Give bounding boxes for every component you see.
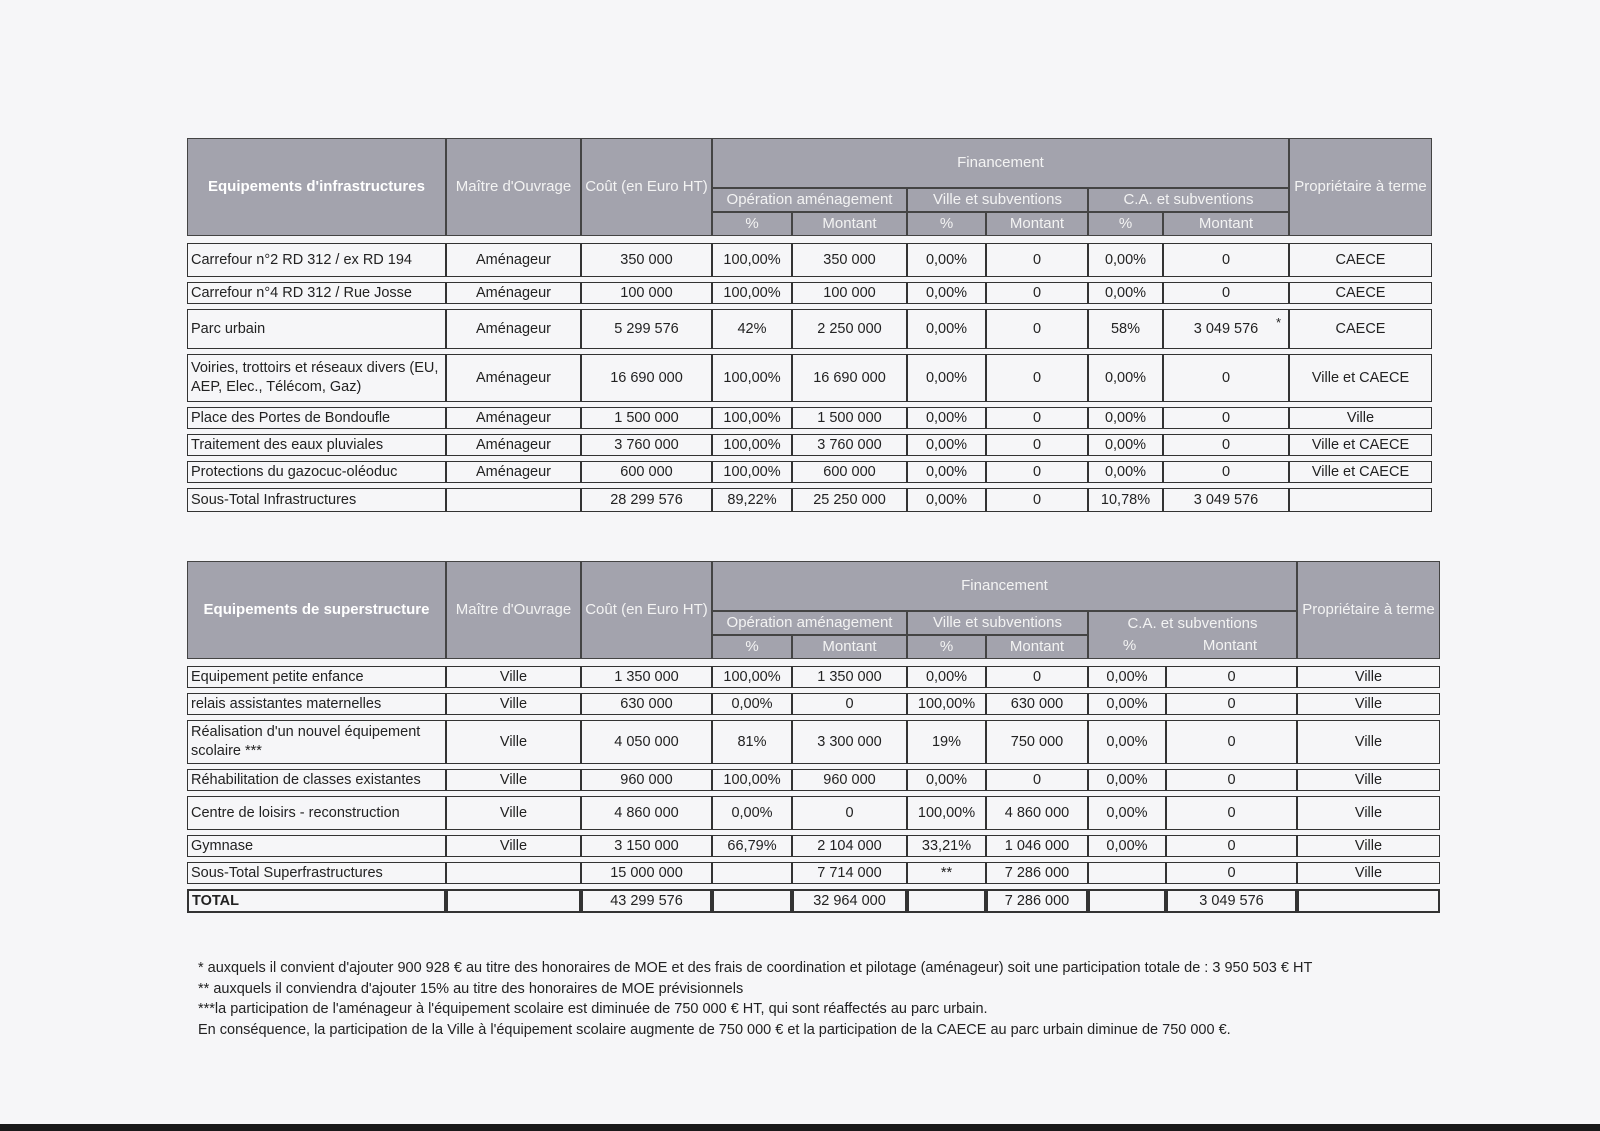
cell-op-m: 0 — [792, 693, 907, 715]
cell-cout: 15 000 000 — [581, 862, 712, 884]
cell-v-m: 0 — [986, 769, 1088, 791]
cell-v-m: 0 — [986, 407, 1088, 429]
cell-cout: 100 000 — [581, 282, 712, 304]
infra-ca-header: C.A. et subventions — [1088, 188, 1289, 212]
cell-label: Parc urbain — [187, 309, 446, 349]
cell-v-pct: 0,00% — [907, 488, 986, 512]
cell-ca-pct: 0,00% — [1088, 693, 1166, 715]
total-ca-m: 3 049 576 — [1166, 889, 1297, 913]
cell-ca-m: 0 — [1163, 407, 1289, 429]
cell-op-m: 1 500 000 — [792, 407, 907, 429]
cell-ca-pct: 0,00% — [1088, 666, 1166, 688]
cell-ca-pct: 0,00% — [1088, 354, 1163, 402]
super-pct-header: % — [907, 635, 986, 659]
cell-label: Gymnase — [187, 835, 446, 857]
cell-label: Equipement petite enfance — [187, 666, 446, 688]
cell-ca-m: 0 — [1166, 693, 1297, 715]
infra-financement-header: Financement — [712, 138, 1289, 188]
cell-v-m: 7 286 000 — [986, 862, 1088, 884]
cell-ca-m: 0 — [1163, 282, 1289, 304]
cell-op-pct: 100,00% — [712, 666, 792, 688]
cell-ca-pct: 0,00% — [1088, 720, 1166, 764]
cell-ca-m: 3 049 576 — [1163, 488, 1289, 512]
cell-maitre: Aménageur — [446, 407, 581, 429]
cell-label: Carrefour n°4 RD 312 / Rue Josse — [187, 282, 446, 304]
cell-op-m: 1 350 000 — [792, 666, 907, 688]
cell-op-pct: 100,00% — [712, 282, 792, 304]
cell-prop: Ville — [1297, 666, 1440, 688]
infra-operation-header: Opération aménagement — [712, 188, 907, 212]
cell-cout: 5 299 576 — [581, 309, 712, 349]
total-label: TOTAL — [187, 889, 446, 913]
cell-op-pct: 100,00% — [712, 434, 792, 456]
footnotes — [198, 958, 1312, 1040]
cell-label: Carrefour n°2 RD 312 / ex RD 194 — [187, 243, 446, 277]
cell-ca-m: 0 — [1166, 666, 1297, 688]
cell-v-pct: 0,00% — [907, 769, 986, 791]
total-v-pct — [907, 889, 986, 913]
infra-montant-header: Montant — [792, 212, 907, 236]
footnote-3: ***la participation de l'aménageur à l'équipement scolaire est diminuée de 750 000 € HT, qui sont réaffectés au parc urbain. — [198, 1001, 988, 1017]
cell-op-m: 25 250 000 — [792, 488, 907, 512]
cell-op-m: 100 000 — [792, 282, 907, 304]
table-row — [187, 488, 1432, 512]
cell-op-m: 7 714 000 — [792, 862, 907, 884]
cell-v-m: 0 — [986, 282, 1088, 304]
cell-v-m: 630 000 — [986, 693, 1088, 715]
cell-v-pct: 0,00% — [907, 434, 986, 456]
table-row — [187, 434, 1432, 456]
cell-ca-pct: 0,00% — [1088, 282, 1163, 304]
cell-maitre: Aménageur — [446, 243, 581, 277]
infra-title: Equipements d'infrastructures — [187, 138, 446, 236]
table-row — [187, 282, 1432, 304]
cell-v-m: 0 — [986, 461, 1088, 483]
cell-v-pct: ** — [907, 862, 986, 884]
table-row — [187, 354, 1432, 402]
cell-ca-m: 0 — [1163, 434, 1289, 456]
table-row — [187, 835, 1440, 857]
cell-v-pct: 0,00% — [907, 354, 986, 402]
cell-v-m: 750 000 — [986, 720, 1088, 764]
cell-maitre: Aménageur — [446, 461, 581, 483]
super-operation-header: Opération aménagement — [712, 611, 907, 635]
cell-v-pct: 0,00% — [907, 243, 986, 277]
table-row — [187, 769, 1440, 791]
cell-ca-pct: 0,00% — [1088, 796, 1166, 830]
cell-v-pct: 33,21% — [907, 835, 986, 857]
cell-cout: 3 150 000 — [581, 835, 712, 857]
cell-op-pct: 89,22% — [712, 488, 792, 512]
cell-op-pct: 66,79% — [712, 835, 792, 857]
cell-prop: Ville — [1297, 769, 1440, 791]
cell-label: Protections du gazocuc-oléoduc — [187, 461, 446, 483]
cell-ca-m: 0 — [1163, 243, 1289, 277]
cell-ca-pct: 0,00% — [1088, 407, 1163, 429]
footnote-4: En conséquence, la participation de la Ville à l'équipement scolaire augmente de 750 000 € et la participation de la CAECE au parc urbain diminue de 750 000 €. — [198, 1021, 1231, 1038]
cell-ca-pct: 0,00% — [1088, 835, 1166, 857]
cell-op-m: 3 760 000 — [792, 434, 907, 456]
infra-pct-header: % — [907, 212, 986, 236]
cell-label: relais assistantes maternelles — [187, 693, 446, 715]
super-montant-header: Montant — [986, 635, 1088, 659]
super-montant-header: Montant — [1202, 637, 1258, 654]
total-cout: 43 299 576 — [581, 889, 712, 913]
cell-op-pct: 100,00% — [712, 407, 792, 429]
cell-cout: 4 050 000 — [581, 720, 712, 764]
total-op-m: 32 964 000 — [792, 889, 907, 913]
cell-ca-pct: 0,00% — [1088, 434, 1163, 456]
cell-ca-m: 0 — [1163, 461, 1289, 483]
cell-value: 3 049 576 — [1193, 321, 1259, 337]
cell-cout: 600 000 — [581, 461, 712, 483]
scan-bottom-edge — [0, 1124, 1600, 1131]
cell-v-pct: 0,00% — [907, 282, 986, 304]
cell-v-m: 1 046 000 — [986, 835, 1088, 857]
super-cout-header: Coût (en Euro HT) — [581, 561, 712, 659]
total-prop — [1297, 889, 1440, 913]
table-row — [187, 693, 1440, 715]
super-financement-header: Financement — [712, 561, 1297, 611]
cell-v-pct: 0,00% — [907, 666, 986, 688]
cell-prop: CAECE — [1289, 282, 1432, 304]
cell-v-m: 0 — [986, 243, 1088, 277]
total-op-pct — [712, 889, 792, 913]
table-row — [187, 720, 1440, 764]
cell-op-pct — [712, 862, 792, 884]
table-row — [187, 796, 1440, 830]
cell-prop: CAECE — [1289, 309, 1432, 349]
table-row — [187, 862, 1440, 884]
cell-prop — [1289, 488, 1432, 512]
cell-ca-m: 0 — [1166, 796, 1297, 830]
total-maitre — [446, 889, 581, 913]
cell-ca-m: 0 — [1166, 835, 1297, 857]
superstructure-table — [187, 561, 1440, 913]
infra-pct-header: % — [1088, 212, 1163, 236]
cell-op-pct: 100,00% — [712, 243, 792, 277]
cell-op-m: 600 000 — [792, 461, 907, 483]
cell-v-m: 0 — [986, 309, 1088, 349]
cell-maitre: Ville — [446, 796, 581, 830]
cell-prop: Ville — [1297, 796, 1440, 830]
footnote-marker: * — [1275, 315, 1281, 330]
cell-op-pct: 0,00% — [712, 693, 792, 715]
cell-cout: 630 000 — [581, 693, 712, 715]
cell-op-pct: 100,00% — [712, 461, 792, 483]
cell-label: Traitement des eaux pluviales — [187, 434, 446, 456]
cell-op-m: 2 250 000 — [792, 309, 907, 349]
table-row — [187, 407, 1432, 429]
cell-maitre — [446, 862, 581, 884]
infra-maitre-header: Maître d'Ouvrage — [446, 138, 581, 236]
cell-maitre: Ville — [446, 666, 581, 688]
super-ville-header: Ville et subventions — [907, 611, 1088, 635]
cell-v-m: 0 — [986, 488, 1088, 512]
cell-maitre: Aménageur — [446, 282, 581, 304]
total-v-m: 7 286 000 — [986, 889, 1088, 913]
cell-ca-pct: 0,00% — [1088, 461, 1163, 483]
cell-v-pct: 0,00% — [907, 407, 986, 429]
cell-cout: 1 350 000 — [581, 666, 712, 688]
infra-montant-header: Montant — [986, 212, 1088, 236]
cell-prop: Ville — [1297, 693, 1440, 715]
cell-label: Centre de loisirs - reconstruction — [187, 796, 446, 830]
super-ca-subheaders — [1092, 635, 1293, 657]
cell-maitre: Ville — [446, 835, 581, 857]
infra-montant-header: Montant — [1163, 212, 1289, 236]
footnote-1: * auxquels il convient d'ajouter 900 928 € au titre des honoraires de MOE et des frais de coordination et pilotage (aménageur) soit une participation totale de : 3 950 503 € HT — [198, 960, 1313, 976]
cell-ca-pct: 0,00% — [1088, 769, 1166, 791]
cell-cout: 960 000 — [581, 769, 712, 791]
infra-pct-header: % — [712, 212, 792, 236]
cell-op-pct: 0,00% — [712, 796, 792, 830]
cell-maitre: Ville — [446, 769, 581, 791]
cell-ca-pct — [1088, 862, 1166, 884]
cell-maitre: Ville — [446, 693, 581, 715]
cell-label: Réhabilitation de classes existantes — [187, 769, 446, 791]
footnote-2: ** auxquels il conviendra d'ajouter 15% au titre des honoraires de MOE prévisionnels — [198, 980, 744, 997]
cell-v-pct: 19% — [907, 720, 986, 764]
cell-prop: Ville et CAECE — [1289, 461, 1432, 483]
cell-v-m: 4 860 000 — [986, 796, 1088, 830]
super-proprietaire-header: Propriétaire à terme — [1297, 561, 1440, 659]
cell-prop: Ville — [1297, 862, 1440, 884]
cell-ca-m: 0 — [1166, 862, 1297, 884]
cell-op-m: 0 — [792, 796, 907, 830]
cell-cout: 1 500 000 — [581, 407, 712, 429]
table-row — [187, 243, 1432, 277]
super-ca-header-label: C.A. et subventions — [1127, 615, 1258, 632]
super-maitre-header: Maître d'Ouvrage — [446, 561, 581, 659]
table-row — [187, 309, 1432, 349]
cell-prop: CAECE — [1289, 243, 1432, 277]
cell-label: Sous-Total Superfrastructures — [187, 862, 446, 884]
cell-cout: 28 299 576 — [581, 488, 712, 512]
super-title: Equipements de superstructure — [187, 561, 446, 659]
cell-cout: 16 690 000 — [581, 354, 712, 402]
cell-v-pct: 0,00% — [907, 461, 986, 483]
cell-maitre: Aménageur — [446, 309, 581, 349]
table-row — [187, 461, 1432, 483]
cell-prop: Ville et CAECE — [1289, 434, 1432, 456]
cell-ca-pct: 10,78% — [1088, 488, 1163, 512]
cell-op-m: 960 000 — [792, 769, 907, 791]
super-pct-header: % — [712, 635, 792, 659]
infra-proprietaire-header: Propriétaire à terme — [1289, 138, 1432, 236]
cell-v-m: 0 — [986, 666, 1088, 688]
cell-prop: Ville — [1289, 407, 1432, 429]
cell-op-pct: 81% — [712, 720, 792, 764]
infrastructure-table — [187, 138, 1432, 517]
cell-prop: Ville et CAECE — [1289, 354, 1432, 402]
cell-prop: Ville — [1297, 835, 1440, 857]
cell-label: Place des Portes de Bondoufle — [187, 407, 446, 429]
super-pct-header: % — [1122, 637, 1137, 654]
cell-op-m: 3 300 000 — [792, 720, 907, 764]
table-row — [187, 666, 1440, 688]
cell-label: Sous-Total Infrastructures — [187, 488, 446, 512]
cell-ca-m: 0 — [1166, 769, 1297, 791]
cell-ca-m — [1163, 309, 1289, 349]
total-row — [187, 889, 1440, 913]
cell-maitre: Aménageur — [446, 354, 581, 402]
cell-v-m: 0 — [986, 354, 1088, 402]
cell-ca-pct: 0,00% — [1088, 243, 1163, 277]
infra-cout-header: Coût (en Euro HT) — [581, 138, 712, 236]
cell-op-pct: 42% — [712, 309, 792, 349]
cell-maitre — [446, 488, 581, 512]
infra-ville-header: Ville et subventions — [907, 188, 1088, 212]
cell-cout: 4 860 000 — [581, 796, 712, 830]
cell-v-pct: 100,00% — [907, 693, 986, 715]
cell-label: Réalisation d'un nouvel équipement scolaire *** — [187, 720, 446, 764]
cell-prop: Ville — [1297, 720, 1440, 764]
cell-label: Voiries, trottoirs et réseaux divers (EU, AEP, Elec., Télécom, Gaz) — [187, 354, 446, 402]
super-ca-header — [1088, 611, 1297, 659]
cell-cout: 3 760 000 — [581, 434, 712, 456]
cell-v-pct: 100,00% — [907, 796, 986, 830]
total-ca-pct — [1088, 889, 1166, 913]
cell-op-pct: 100,00% — [712, 354, 792, 402]
cell-v-m: 0 — [986, 434, 1088, 456]
cell-maitre: Aménageur — [446, 434, 581, 456]
cell-op-m: 350 000 — [792, 243, 907, 277]
cell-v-pct: 0,00% — [907, 309, 986, 349]
cell-ca-pct: 58% — [1088, 309, 1163, 349]
super-montant-header: Montant — [792, 635, 907, 659]
cell-op-pct: 100,00% — [712, 769, 792, 791]
cell-op-m: 2 104 000 — [792, 835, 907, 857]
cell-op-m: 16 690 000 — [792, 354, 907, 402]
cell-maitre: Ville — [446, 720, 581, 764]
cell-ca-m: 0 — [1166, 720, 1297, 764]
cell-ca-m: 0 — [1163, 354, 1289, 402]
cell-cout: 350 000 — [581, 243, 712, 277]
